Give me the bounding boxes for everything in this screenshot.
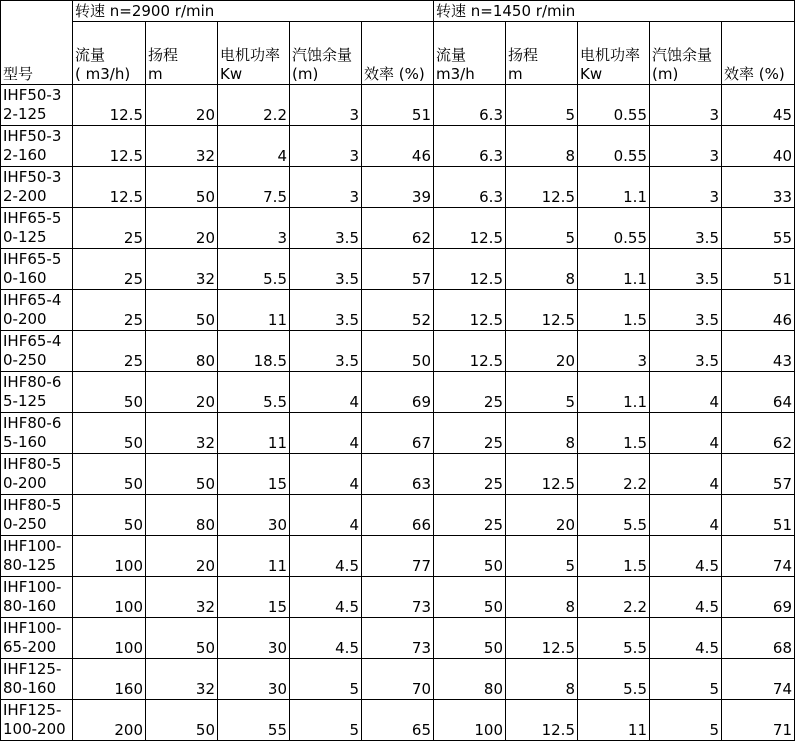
value-cell: 30 <box>218 495 290 536</box>
value-cell: 33 <box>722 167 795 208</box>
value-cell: 5 <box>290 700 362 741</box>
value-cell: 25 <box>73 331 146 372</box>
value-cell: 12.5 <box>506 290 578 331</box>
value-cell: 0.55 <box>578 126 650 167</box>
value-cell: 6.3 <box>434 85 506 126</box>
value-cell: 4 <box>290 454 362 495</box>
column-header <box>722 22 795 85</box>
value-cell: 20 <box>146 372 218 413</box>
value-cell: 3 <box>218 208 290 249</box>
column-header-line: 电机功率 <box>220 46 281 64</box>
column-header <box>218 22 290 85</box>
value-cell: 8 <box>506 249 578 290</box>
value-cell: 73 <box>362 577 434 618</box>
value-cell: 12.5 <box>506 454 578 495</box>
value-cell: 32 <box>146 659 218 700</box>
value-cell: 3 <box>290 85 362 126</box>
column-header-line: m3/h <box>436 65 475 83</box>
value-cell: 5 <box>506 536 578 577</box>
value-cell: 5 <box>506 85 578 126</box>
value-cell: 4 <box>290 495 362 536</box>
value-cell: 50 <box>434 536 506 577</box>
model-cell: IHF65-50-125 <box>1 208 73 249</box>
value-cell: 25 <box>73 249 146 290</box>
value-cell: 20 <box>506 495 578 536</box>
value-cell: 66 <box>362 495 434 536</box>
value-cell: 80 <box>146 331 218 372</box>
column-header <box>506 22 578 85</box>
value-cell: 12.5 <box>73 85 146 126</box>
column-header <box>578 22 650 85</box>
value-cell: 6.3 <box>434 167 506 208</box>
value-cell: 50 <box>73 495 146 536</box>
value-cell: 100 <box>434 700 506 741</box>
value-cell: 70 <box>362 659 434 700</box>
value-cell: 3 <box>650 126 722 167</box>
value-cell: 3.5 <box>650 331 722 372</box>
table-row <box>1 126 795 167</box>
value-cell: 12.5 <box>434 331 506 372</box>
value-cell: 1.5 <box>578 290 650 331</box>
value-cell: 4.5 <box>290 618 362 659</box>
table-row <box>1 331 795 372</box>
value-cell: 57 <box>362 249 434 290</box>
model-cell: IHF100-65-200 <box>1 618 73 659</box>
value-cell: 5.5 <box>578 618 650 659</box>
value-cell: 8 <box>506 577 578 618</box>
model-cell: IHF80-65-160 <box>1 413 73 454</box>
value-cell: 62 <box>722 413 795 454</box>
value-cell: 5.5 <box>578 659 650 700</box>
column-header-line: m <box>148 65 163 83</box>
value-cell: 8 <box>506 126 578 167</box>
column-header-line: 扬程 <box>148 46 179 64</box>
value-cell: 50 <box>434 577 506 618</box>
value-cell: 3 <box>650 167 722 208</box>
value-cell: 1.1 <box>578 167 650 208</box>
value-cell: 3.5 <box>650 249 722 290</box>
speed-group-2900: 转速 n=2900 r/min <box>73 1 434 22</box>
table-row <box>1 495 795 536</box>
value-cell: 11 <box>218 536 290 577</box>
model-cell: IHF65-50-160 <box>1 249 73 290</box>
model-cell: IHF50-32-125 <box>1 85 73 126</box>
value-cell: 5.5 <box>578 495 650 536</box>
value-cell: 12.5 <box>73 126 146 167</box>
value-cell: 30 <box>218 659 290 700</box>
value-cell: 50 <box>146 454 218 495</box>
value-cell: 1.5 <box>578 413 650 454</box>
value-cell: 69 <box>362 372 434 413</box>
table-row <box>1 249 795 290</box>
value-cell: 50 <box>434 618 506 659</box>
value-cell: 5 <box>506 208 578 249</box>
value-cell: 20 <box>146 536 218 577</box>
table-row <box>1 413 795 454</box>
value-cell: 6.3 <box>434 126 506 167</box>
column-header-line: (m) <box>652 65 679 83</box>
model-cell: IHF50-32-160 <box>1 126 73 167</box>
model-column-header: 型号 <box>1 1 73 85</box>
value-cell: 67 <box>362 413 434 454</box>
value-cell: 4.5 <box>290 536 362 577</box>
column-header <box>146 22 218 85</box>
value-cell: 15 <box>218 577 290 618</box>
value-cell: 51 <box>722 249 795 290</box>
column-header <box>73 22 146 85</box>
value-cell: 160 <box>73 659 146 700</box>
value-cell: 12.5 <box>434 249 506 290</box>
value-cell: 12.5 <box>506 700 578 741</box>
table-row <box>1 618 795 659</box>
value-cell: 4.5 <box>650 618 722 659</box>
value-cell: 74 <box>722 659 795 700</box>
value-cell: 50 <box>362 331 434 372</box>
value-cell: 52 <box>362 290 434 331</box>
table-row <box>1 372 795 413</box>
value-cell: 69 <box>722 577 795 618</box>
column-header-line: m <box>508 65 523 83</box>
value-cell: 80 <box>434 659 506 700</box>
column-header-line: 汽蚀余量 <box>292 46 353 64</box>
model-cell: IHF80-50-200 <box>1 454 73 495</box>
value-cell: 4 <box>290 413 362 454</box>
value-cell: 73 <box>362 618 434 659</box>
value-cell: 40 <box>722 126 795 167</box>
value-cell: 4 <box>650 372 722 413</box>
value-cell: 3.5 <box>290 208 362 249</box>
table-row <box>1 167 795 208</box>
table-row <box>1 577 795 618</box>
model-cell: IHF65-40-250 <box>1 331 73 372</box>
column-header <box>290 22 362 85</box>
value-cell: 50 <box>146 700 218 741</box>
value-cell: 55 <box>218 700 290 741</box>
model-cell: IHF100-80-125 <box>1 536 73 577</box>
value-cell: 50 <box>146 290 218 331</box>
value-cell: 12.5 <box>506 167 578 208</box>
value-cell: 51 <box>362 85 434 126</box>
column-header-line: (m) <box>292 65 319 83</box>
value-cell: 46 <box>362 126 434 167</box>
value-cell: 4.5 <box>650 577 722 618</box>
value-cell: 5 <box>650 659 722 700</box>
column-header-line: 扬程 <box>508 46 539 64</box>
value-cell: 2.2 <box>578 577 650 618</box>
value-cell: 12.5 <box>434 208 506 249</box>
value-cell: 57 <box>722 454 795 495</box>
value-cell: 25 <box>434 413 506 454</box>
value-cell: 20 <box>506 331 578 372</box>
value-cell: 4 <box>650 495 722 536</box>
table-row <box>1 208 795 249</box>
value-cell: 3 <box>290 167 362 208</box>
model-cell: IHF80-65-125 <box>1 372 73 413</box>
value-cell: 32 <box>146 413 218 454</box>
value-cell: 100 <box>73 618 146 659</box>
value-cell: 5 <box>650 700 722 741</box>
value-cell: 25 <box>434 372 506 413</box>
model-cell: IHF80-50-250 <box>1 495 73 536</box>
table-row <box>1 85 795 126</box>
value-cell: 25 <box>434 495 506 536</box>
value-cell: 4 <box>218 126 290 167</box>
model-cell: IHF125-80-160 <box>1 659 73 700</box>
value-cell: 5.5 <box>218 249 290 290</box>
value-cell: 15 <box>218 454 290 495</box>
column-header-line: 流量 <box>436 46 467 64</box>
value-cell: 20 <box>146 208 218 249</box>
column-header-line: 流量 <box>75 46 106 64</box>
value-cell: 3 <box>650 85 722 126</box>
value-cell: 5 <box>290 659 362 700</box>
model-cell: IHF125-100-200 <box>1 700 73 741</box>
value-cell: 64 <box>722 372 795 413</box>
value-cell: 3.5 <box>650 290 722 331</box>
value-cell: 45 <box>722 85 795 126</box>
value-cell: 55 <box>722 208 795 249</box>
value-cell: 4 <box>650 413 722 454</box>
value-cell: 1.1 <box>578 249 650 290</box>
value-cell: 7.5 <box>218 167 290 208</box>
column-header-line: 汽蚀余量 <box>652 46 713 64</box>
column-header <box>362 22 434 85</box>
value-cell: 68 <box>722 618 795 659</box>
table-row <box>1 454 795 495</box>
value-cell: 43 <box>722 331 795 372</box>
model-cell: IHF100-80-160 <box>1 577 73 618</box>
value-cell: 62 <box>362 208 434 249</box>
value-cell: 50 <box>73 372 146 413</box>
value-cell: 32 <box>146 249 218 290</box>
value-cell: 80 <box>146 495 218 536</box>
value-cell: 200 <box>73 700 146 741</box>
value-cell: 3.5 <box>290 290 362 331</box>
value-cell: 32 <box>146 577 218 618</box>
model-cell: IHF65-40-200 <box>1 290 73 331</box>
column-header-row <box>1 22 795 85</box>
column-header-line: Kw <box>580 65 603 83</box>
value-cell: 51 <box>722 495 795 536</box>
table-row <box>1 659 795 700</box>
table-body <box>1 85 795 741</box>
value-cell: 50 <box>73 454 146 495</box>
column-header-line: Kw <box>220 65 243 83</box>
speed-group-1450: 转速 n=1450 r/min <box>434 1 795 22</box>
value-cell: 3.5 <box>290 331 362 372</box>
value-cell: 1.1 <box>578 372 650 413</box>
value-cell: 50 <box>146 167 218 208</box>
value-cell: 25 <box>434 454 506 495</box>
value-cell: 12.5 <box>73 167 146 208</box>
value-cell: 74 <box>722 536 795 577</box>
value-cell: 2.2 <box>578 454 650 495</box>
value-cell: 77 <box>362 536 434 577</box>
value-cell: 8 <box>506 659 578 700</box>
value-cell: 1.5 <box>578 536 650 577</box>
value-cell: 11 <box>578 700 650 741</box>
value-cell: 3.5 <box>650 208 722 249</box>
table-row <box>1 536 795 577</box>
column-header-line: ( m3/h) <box>75 65 131 83</box>
value-cell: 65 <box>362 700 434 741</box>
column-header-line: 电机功率 <box>580 46 641 64</box>
value-cell: 50 <box>146 618 218 659</box>
value-cell: 4.5 <box>290 577 362 618</box>
value-cell: 100 <box>73 577 146 618</box>
value-cell: 3.5 <box>290 249 362 290</box>
value-cell: 11 <box>218 290 290 331</box>
value-cell: 5 <box>506 372 578 413</box>
column-header-line: 效率 (%) <box>364 65 425 83</box>
column-header <box>434 22 506 85</box>
value-cell: 11 <box>218 413 290 454</box>
value-cell: 4 <box>650 454 722 495</box>
value-cell: 4.5 <box>650 536 722 577</box>
value-cell: 3 <box>578 331 650 372</box>
value-cell: 0.55 <box>578 208 650 249</box>
value-cell: 32 <box>146 126 218 167</box>
value-cell: 39 <box>362 167 434 208</box>
value-cell: 8 <box>506 413 578 454</box>
value-cell: 12.5 <box>506 618 578 659</box>
value-cell: 18.5 <box>218 331 290 372</box>
value-cell: 25 <box>73 208 146 249</box>
model-cell: IHF50-32-200 <box>1 167 73 208</box>
value-cell: 12.5 <box>434 290 506 331</box>
value-cell: 3 <box>290 126 362 167</box>
value-cell: 30 <box>218 618 290 659</box>
value-cell: 63 <box>362 454 434 495</box>
value-cell: 0.55 <box>578 85 650 126</box>
table-row <box>1 700 795 741</box>
column-header-line: 效率 (%) <box>724 65 785 83</box>
value-cell: 46 <box>722 290 795 331</box>
value-cell: 4 <box>290 372 362 413</box>
value-cell: 25 <box>73 290 146 331</box>
value-cell: 100 <box>73 536 146 577</box>
value-cell: 20 <box>146 85 218 126</box>
value-cell: 5.5 <box>218 372 290 413</box>
column-header <box>650 22 722 85</box>
value-cell: 71 <box>722 700 795 741</box>
value-cell: 2.2 <box>218 85 290 126</box>
value-cell: 50 <box>73 413 146 454</box>
table-row <box>1 290 795 331</box>
